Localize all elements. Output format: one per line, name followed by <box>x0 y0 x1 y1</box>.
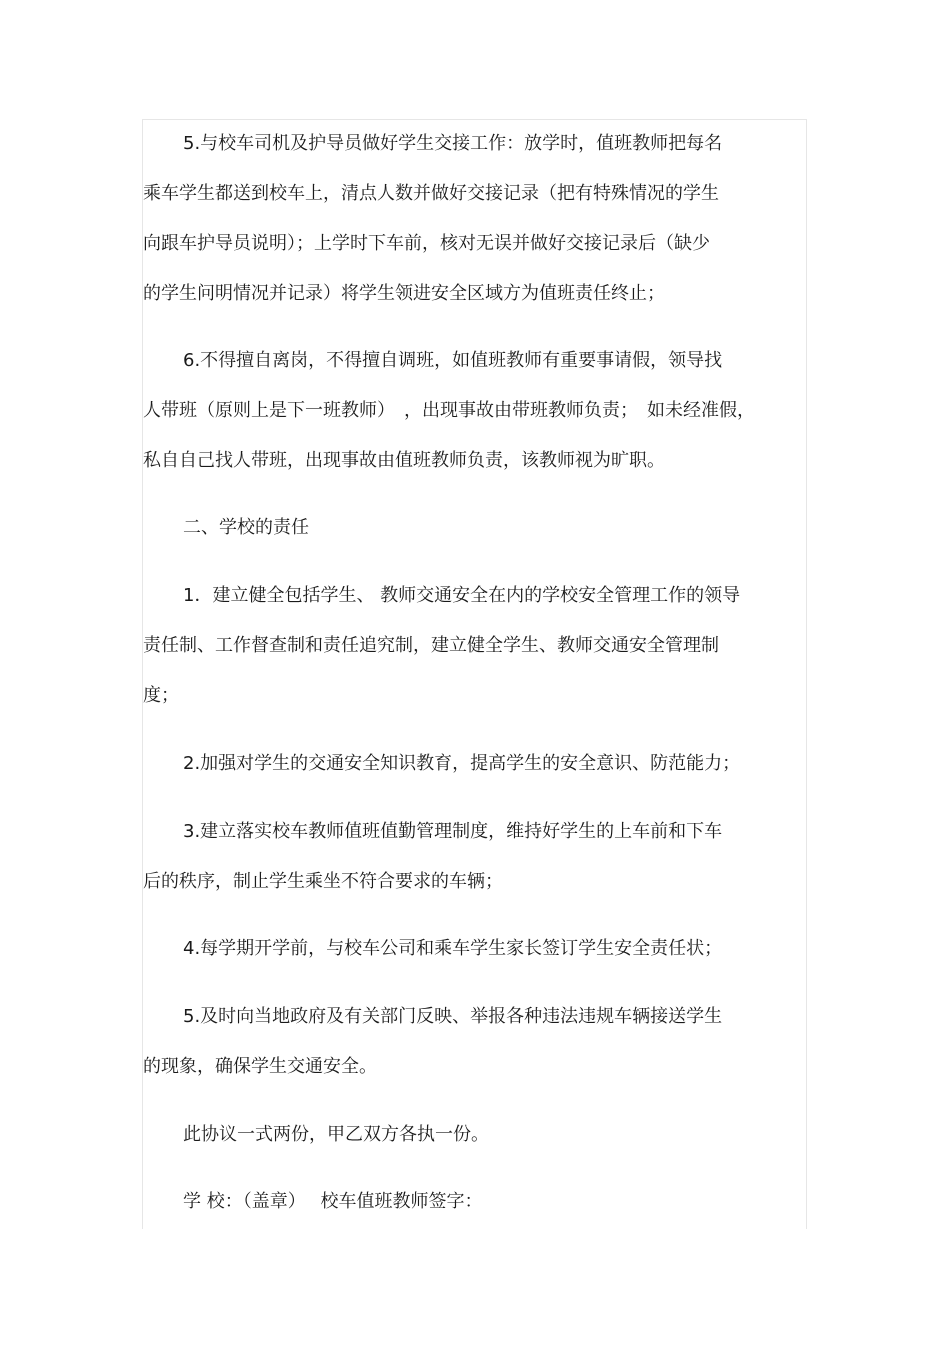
text-line-11: 度； <box>143 685 179 706</box>
text-line-10: 责任制、工作督查制和责任追究制，建立健全学生、教师交通安全管理制 <box>143 635 719 656</box>
text-line-9: 1．建立健全包括学生、 教师交通安全在内的学校安全管理工作的领导 <box>183 585 741 606</box>
text-line-4: 的学生问明情况并记录）将学生领进安全区域方为值班责任终止； <box>143 283 665 304</box>
text-line-2: 乘车学生都送到校车上，清点人数并做好交接记录（把有特殊情况的学生 <box>143 183 719 204</box>
text-line-14: 后的秩序，制止学生乘坐不符合要求的车辆； <box>143 871 503 892</box>
text-line-3: 向跟车护导员说明）；上学时下车前，核对无误并做好交接记录后（缺少 <box>143 233 710 254</box>
text-line-5: 6.不得擅自离岗，不得擅自调班，如值班教师有重要事请假，领导找 <box>183 350 723 371</box>
text-line-13: 3.建立落实校车教师值班值勤管理制度，维持好学生的上车前和下车 <box>183 821 723 842</box>
text-line-6: 人带班（原则上是下一班教师） ，出现事故由带班教师负责； 如未经准假， <box>143 400 755 421</box>
text-line-17: 的现象，确保学生交通安全。 <box>143 1056 377 1077</box>
text-line-7: 私自自己找人带班，出现事故由值班教师负责，该教师视为旷职。 <box>143 450 665 471</box>
text-line-1: 5.与校车司机及护导员做好学生交接工作：放学时，值班教师把每名 <box>183 133 723 154</box>
signature-line: 学 校：（盖章） 校车值班教师签字： <box>183 1191 483 1212</box>
text-line-18: 此协议一式两份，甲乙双方各执一份。 <box>183 1124 489 1145</box>
text-line-12: 2.加强对学生的交通安全知识教育，提高学生的安全意识、防范能力； <box>183 753 741 774</box>
section-heading: 二、学校的责任 <box>183 517 309 538</box>
text-line-15: 4.每学期开学前，与校车公司和乘车学生家长签订学生安全责任状； <box>183 938 723 959</box>
text-line-16: 5.及时向当地政府及有关部门反映、举报各种违法违规车辆接送学生 <box>183 1006 723 1027</box>
